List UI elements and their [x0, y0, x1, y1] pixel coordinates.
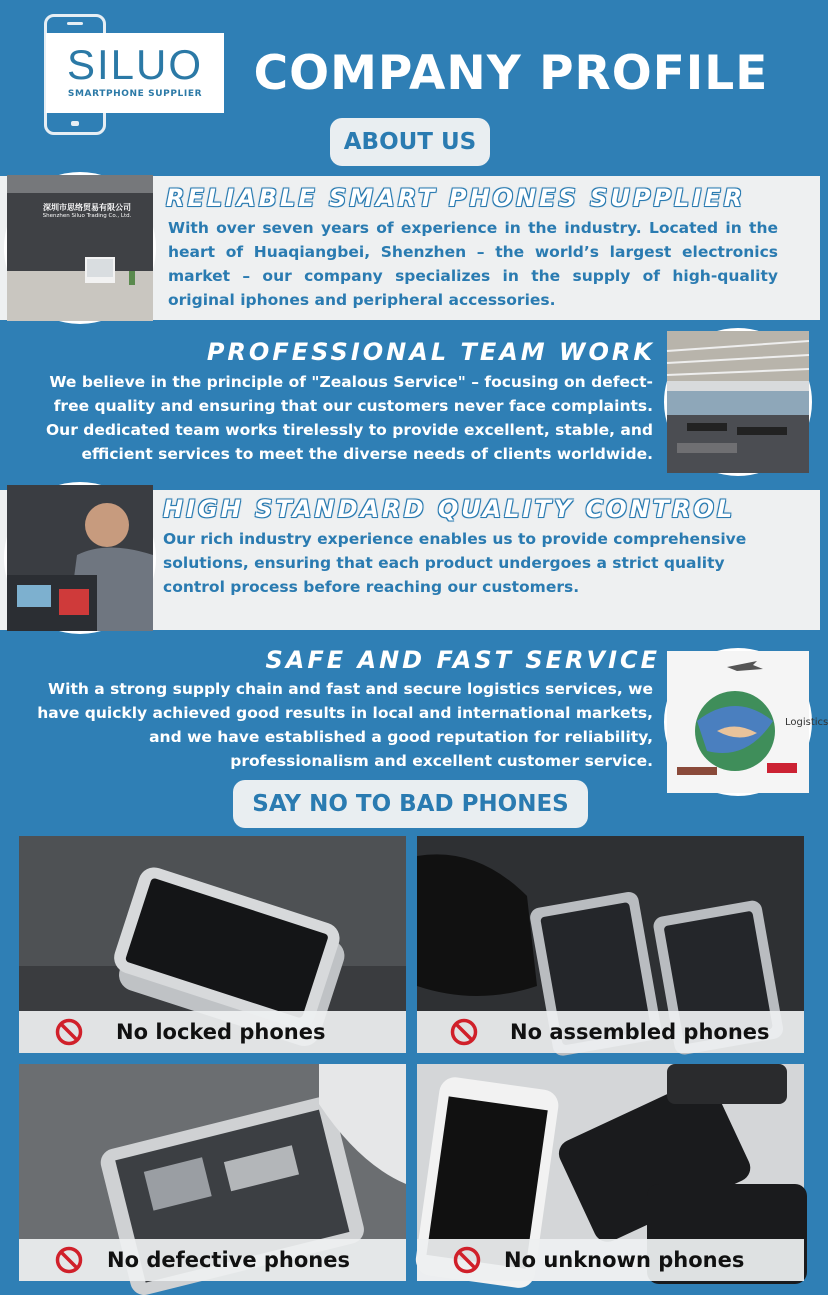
team-office-illustration [667, 331, 809, 473]
card-caption-bar [417, 1011, 804, 1053]
technician-photo [4, 482, 156, 634]
section-heading-teamwork: PROFESSIONAL TEAM WORK [206, 338, 655, 366]
about-us-badge: ABOUT US [330, 118, 490, 166]
office-lobby-photo [4, 172, 156, 324]
card-caption-bar [417, 1239, 804, 1281]
section-body-teamwork: We believe in the principle of "Zealous Service" – focusing on defect-free quality and ensuring that our customers never face complaints. Our dedicated team works tirelessly to provide excellent, stable, and efficient services to meet the diverse needs of clients worldwide. [46, 373, 653, 463]
no-entry-icon [453, 1246, 481, 1274]
logo [46, 33, 224, 113]
no-entry-icon [55, 1246, 83, 1274]
office-lobby-illustration [7, 175, 153, 321]
card-caption-bar [19, 1239, 406, 1281]
section-heading-service: SAFE AND FAST SERVICE [265, 646, 660, 674]
card-defective-phones [19, 1064, 406, 1281]
say-no-badge: SAY NO TO BAD PHONES [233, 780, 588, 828]
logistics-label: Logistics [785, 717, 828, 728]
no-entry-icon [55, 1018, 83, 1046]
logistics-photo [664, 648, 828, 796]
section-body-supplier: With over seven years of experience in the industry. Located in the heart of Huaqiangbei, Shenzhen – the world’s largest electronics market – our company specializes in the supply of high-quality original iphones and peripheral accessories. [168, 219, 778, 309]
team-office-photo [664, 328, 812, 476]
card-caption-defective: No defective phones [107, 1248, 350, 1272]
logo-text: SILUO [66, 41, 204, 88]
section-heading-quality: HIGH STANDARD QUALITY CONTROL [163, 495, 736, 523]
section-heading-supplier: RELIABLE SMART PHONES SUPPLIER [166, 184, 746, 212]
logo-subtitle: SMARTPHONE SUPPLIER [67, 89, 203, 99]
page-title: COMPANY PROFILE [253, 46, 769, 101]
card-locked-phones [19, 836, 406, 1053]
card-assembled-phones [417, 836, 804, 1053]
section-body-quality: Our rich industry experience enables us to provide comprehensive solutions, ensuring that each product undergoes a strict quality control process before reaching our customers. [163, 530, 747, 596]
photo-sign-cn: 深圳市思络贸易有限公司 [43, 203, 131, 212]
card-caption-bar [19, 1011, 406, 1053]
technician-illustration [7, 485, 153, 631]
photo-sign-en: Shenzhen Siluo Trading Co., Ltd. [42, 213, 132, 219]
card-caption-locked: No locked phones [116, 1020, 326, 1044]
no-entry-icon [450, 1018, 478, 1046]
phone-notch [67, 22, 83, 25]
card-unknown-phones [417, 1064, 804, 1281]
card-caption-assembled: No assembled phones [510, 1020, 770, 1044]
phone-home-button [71, 121, 79, 126]
card-caption-unknown: No unknown phones [504, 1248, 745, 1272]
section-body-service: With a strong supply chain and fast and secure logistics services, we have quickly achieved good results in local and international markets, and we have established a good reputation for reliability, professionalism and excellent customer service. [37, 680, 653, 770]
